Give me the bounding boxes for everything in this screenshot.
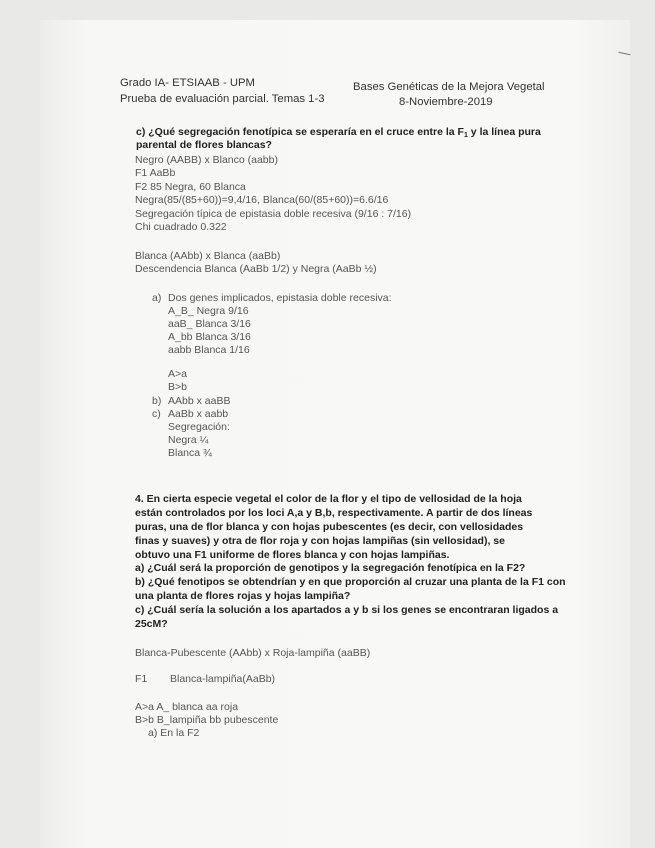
question-4c-line2: 25cM? [135, 618, 168, 630]
list-marker-a: a) [152, 292, 162, 304]
list-marker-c: c) [152, 408, 161, 420]
genotype-item: A_bb Blanca 3/16 [168, 331, 251, 343]
question-4-line: 4. En cierta especie vegetal el color de la flor y el tipo de vellosidad de la hoja [135, 493, 522, 505]
question-c-line2: parental de flores blancas? [136, 139, 272, 151]
answer4-cross: Blanca-Pubescente (AAbb) x Roja-lampiña (aaBB) [135, 647, 371, 659]
answer-line: Chi cuadrado 0.322 [135, 221, 227, 233]
answer4-a-item: a) En la F2 [148, 727, 200, 739]
genotype-item: aaB_ Blanca 3/16 [168, 318, 251, 330]
answer-progeny: Descendencia Blanca (AaBb 1/2) y Negra (AaBb ½) [135, 263, 377, 275]
genotype-item: A_B_ Negra 9/16 [168, 305, 249, 317]
list-a-text: Dos genes implicados, epistasia doble recesiva: [168, 292, 392, 304]
answer-line: Negro (AABB) x Blanco (aabb) [135, 154, 278, 166]
answer4-f1-value: Blanca-lampiña(AaBb) [170, 673, 276, 685]
question-c-line1: c) ¿Qué segregación fenotípica se esperaría en el cruce entre la $F_1$ y la línea pura [136, 126, 541, 139]
question-4-line: puras, una de flor blanca y con hojas pubescentes (es decir, con vellosidades [135, 521, 524, 533]
question-4-line: obtuvo una F1 uniforme de flores blanca y con hojas lampiñas. [135, 549, 450, 561]
answer4-dominance: B>b B_lampiña bb pubescente [135, 714, 279, 726]
header-course: Grado IA- ETSIAAB - UPM [120, 77, 255, 89]
page-corner-mark [618, 52, 631, 59]
answer-line: F1 AaBb [135, 167, 176, 179]
segregation-item: Negra ¼ [168, 434, 209, 446]
list-marker-b: b) [152, 395, 162, 407]
segregation-item: Segregación: [168, 421, 230, 433]
list-b-text: AAbb x aaBB [168, 395, 231, 407]
dominance-item: B>b [168, 381, 187, 393]
question-4b-line2: una planta de flores rojas y hojas lampiña? [135, 590, 351, 602]
question-4c-line1: c) ¿Cuál sería la solución a los apartados a y b si los genes se encontraran ligados a [135, 604, 559, 616]
exam-page [40, 20, 630, 848]
header-date: 8-Noviembre-2019 [399, 96, 493, 108]
answer4-f1-label: F1 [135, 673, 148, 685]
question-4-line: están controlados por los loci A,a y B,b, respectivamente. A partir de dos líneas [135, 507, 533, 519]
header-subject: Bases Genéticas de la Mejora Vegetal [353, 81, 545, 93]
answer-cross: Blanca (AAbb) x Blanca (aaBb) [135, 250, 281, 262]
genotype-item: aabb Blanca 1/16 [168, 344, 250, 356]
question-4a: a) ¿Cuál será la proporción de genotipos y la segregación fenotípica en la F2? [135, 562, 526, 574]
segregation-item: Blanca ¾ [168, 447, 212, 459]
dominance-item: A>a [168, 368, 187, 380]
answer4-dominance: A>a A_ blanca aa roja [135, 701, 239, 713]
list-c-text: AaBb x aabb [168, 408, 229, 420]
header-exam-title: Prueba de evaluación parcial. Temas 1-3 [120, 93, 325, 105]
answer-line: Negra(85/(85+60))=9,4/16, Blanca(60/(85+60))=6.6/16 [135, 194, 389, 206]
question-4b-line1: b) ¿Qué fenotipos se obtendrían y en que proporción al cruzar una planta de la F1 con [135, 576, 566, 588]
answer-line: Segregación típica de epistasia doble recesiva (9/16 : 7/16) [135, 208, 412, 220]
answer-line: F2 85 Negra, 60 Blanca [135, 181, 246, 193]
question-4-line: finas y suaves) y otra de flor roja y con hojas lampiñas (sin vellosidad), se [135, 535, 505, 547]
